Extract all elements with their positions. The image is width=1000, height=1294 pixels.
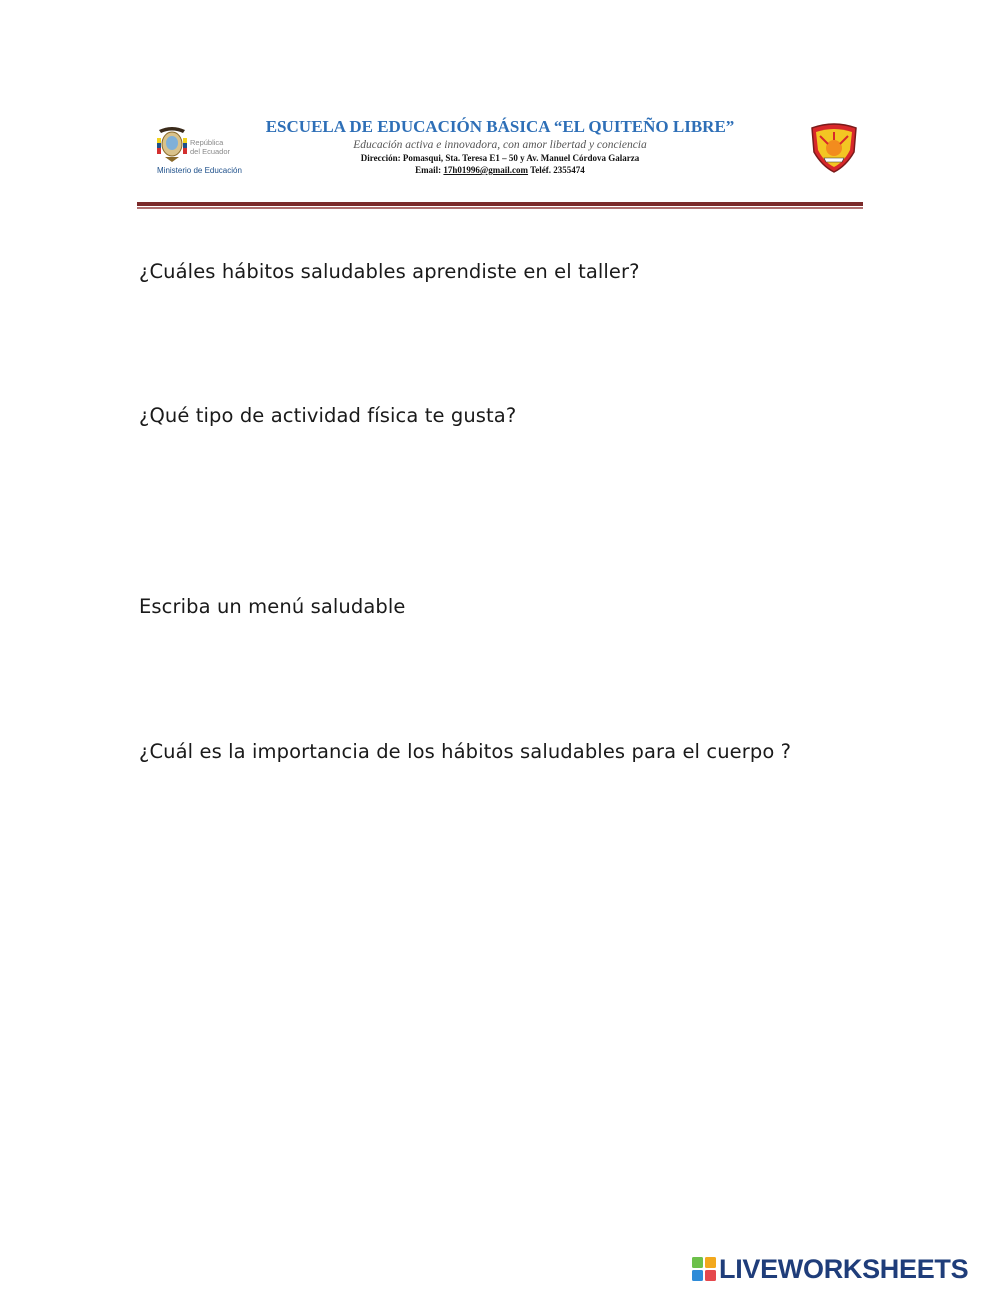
phone: Teléf. 2355474 xyxy=(528,165,585,175)
ministry-label: Ministerio de Educación xyxy=(157,166,242,175)
school-name: ESCUELA DE EDUCACIÓN BÁSICA “EL QUITEÑO LIBRE” xyxy=(265,117,735,136)
question-1: ¿Cuáles hábitos saludables aprendiste en el taller? xyxy=(139,260,640,283)
question-2: ¿Qué tipo de actividad física te gusta? xyxy=(139,404,517,427)
school-address: Dirección: Pomasqui, Sta. Teresa E1 – 50 y Av. Manuel Córdova Galarza xyxy=(360,153,640,163)
school-shield-icon xyxy=(806,122,862,174)
school-header xyxy=(240,116,760,176)
question-3: Escriba un menú saludable xyxy=(139,595,406,618)
republic-line: República xyxy=(190,138,224,147)
school-motto: Educación activa e innovadora, con amor libertad y conciencia xyxy=(353,139,647,151)
republic-label xyxy=(190,138,230,156)
email-link[interactable]: 17h01996@gmail.com xyxy=(443,165,529,175)
republic-line-2: del Ecuador xyxy=(190,147,231,156)
email-label: Email: xyxy=(415,165,444,175)
school-contact xyxy=(240,164,760,176)
liveworksheets-brand[interactable] xyxy=(692,1253,968,1285)
question-4: ¿Cuál es la importancia de los hábitos saludables para el cuerpo ? xyxy=(139,740,792,763)
ecuador-coat-of-arms-icon xyxy=(155,124,189,164)
header-divider xyxy=(137,202,863,209)
brand-name: LIVEWORKSHEETS xyxy=(719,1253,969,1284)
liveworksheets-logo-icon xyxy=(692,1257,716,1281)
